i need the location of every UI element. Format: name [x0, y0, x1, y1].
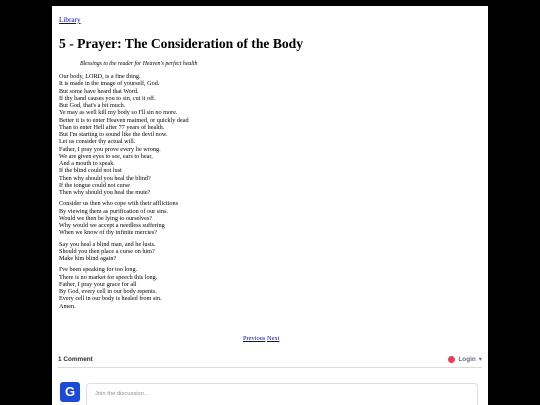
login-label: Login: [458, 355, 476, 363]
poem-line: Let us consider thy actual will.: [59, 138, 136, 146]
page-title: 5 - Prayer: The Consideration of the Body: [59, 36, 304, 51]
poem-line: Father, I pray your grace for all: [59, 280, 137, 288]
poem-line: Amen.: [59, 302, 76, 310]
poem-line: If thy hand causes you to sin, cut it off.: [59, 94, 156, 102]
comment-input[interactable]: Join the discussion...: [86, 383, 478, 405]
poem-line: When we know of thy infinite mercies?: [59, 229, 157, 237]
poem-line: But some have heard that Word.: [59, 87, 139, 95]
poem-line: By God, every cell in our body repents.: [59, 288, 157, 295]
login-dot-icon: [448, 356, 455, 363]
previous-link[interactable]: Previous: [243, 335, 266, 342]
poem-line: Then why should you heal the mute?: [59, 189, 151, 196]
poem-line: It is made in the image of yourself, God.: [59, 80, 160, 88]
poem-line: I've been speaking for too long.: [59, 266, 138, 274]
poem-line: But God, that's a bit much.: [59, 102, 126, 109]
avatar: G: [60, 382, 80, 402]
poem-line: Every cell in our body is healed from sin.: [59, 295, 162, 303]
poem-line: Should you then place a curse on him?: [59, 247, 155, 255]
chapter-nav: [243, 335, 279, 343]
poem-line: There is no market for speech this long.: [59, 273, 158, 281]
poem-line: Ye may as well kill my body so I'll sin no more.: [59, 109, 178, 117]
poem-line: If the tongue could not curse: [59, 181, 130, 189]
library-link[interactable]: Library: [59, 16, 81, 24]
poem-line: If the blind could not lust: [59, 167, 122, 175]
comments-header: [58, 355, 482, 368]
poem-line: Better it is to enter Heaven maimed, or quickly dead: [59, 116, 189, 124]
poem-line: Would we then be lying to ourselves?: [59, 214, 152, 222]
poem-line: Say you heal a blind man, and he lusts.: [59, 240, 156, 248]
poem-line: Father, I pray you prove every lie wrong.: [59, 145, 161, 153]
dedication: Blessings to the reader for Heaven's perfect health: [80, 61, 198, 67]
poem-line: Then why should you heal the blind?: [59, 174, 151, 182]
comment-count: 1 Comment: [58, 356, 93, 363]
next-link[interactable]: Next: [266, 335, 280, 342]
article-page: [52, 6, 488, 405]
poem-line: By viewing them as purification of our sins.: [59, 207, 168, 215]
poem-line: Consider us then who cope with their afflictions: [59, 200, 178, 208]
poem-line: Than to enter Hell after 77 years of health.: [59, 123, 165, 131]
poem-line: We are given eyes to see, ears to hear,: [59, 152, 153, 160]
poem-line: Why would we accept a needless suffering: [59, 222, 165, 229]
poem-line: But I'm starting to sound like the devil now.: [59, 131, 168, 138]
stanza-2: [59, 200, 484, 236]
chevron-down-icon: ▾: [478, 356, 482, 363]
stanza-3: [59, 241, 484, 263]
poem-line: Make him blind again?: [59, 255, 117, 262]
login-button[interactable]: [448, 355, 482, 363]
poem-line: And a mouth to speak.: [59, 160, 115, 167]
poem-line: Our body, LORD, is a fine thing.: [59, 73, 141, 80]
stanza-4: [59, 266, 484, 310]
article-content: [59, 16, 484, 310]
stanza-1: [59, 73, 484, 196]
